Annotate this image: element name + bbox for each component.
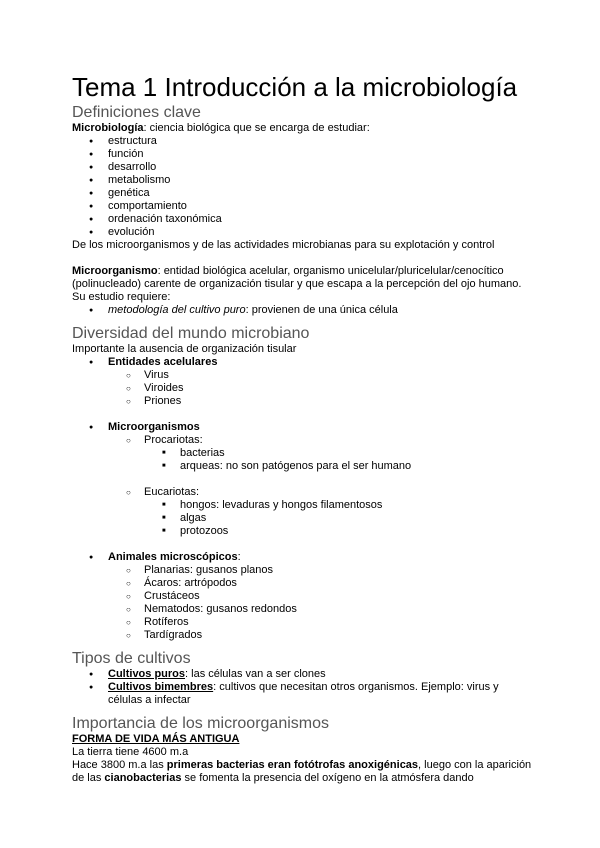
animales-colon: : [237, 551, 241, 563]
acelulares-sublist [72, 369, 532, 408]
list-item-animales [72, 551, 532, 642]
diversidad-list [72, 356, 532, 408]
list-item: ● genética [72, 187, 532, 200]
heading-definiciones: Definiciones clave [72, 104, 201, 121]
text-fragment: Hace 3800 m.a las [72, 759, 167, 771]
list-item: ● ordenación taxonómica [72, 213, 532, 226]
microorganismos-list [72, 421, 532, 538]
study-requirement: Su estudio requiere: [72, 291, 171, 303]
list-item-puros [72, 668, 532, 681]
acelulares-label: Entidades acelulares [108, 356, 218, 368]
microorganismos-label: Microorganismos [108, 421, 200, 433]
list-item [72, 304, 532, 317]
list-item: ● comportamiento [72, 200, 532, 213]
list-item-bimembres [72, 681, 532, 707]
procariotas-items [72, 447, 532, 473]
microbiologia-term: Microbiología [72, 122, 144, 134]
list-item: ○ Virus [72, 369, 532, 382]
method-list [72, 304, 532, 317]
list-item: ● desarrollo [72, 161, 532, 174]
puros-text: : las células van a ser clones [185, 668, 326, 680]
list-item-microorganismos [72, 421, 532, 538]
list-item: ● metabolismo [72, 174, 532, 187]
microbiologia-list [72, 135, 532, 239]
cultivos-list [72, 668, 532, 707]
list-item: ■ hongos: levaduras y hongos filamentosos [72, 499, 532, 512]
list-item: ○ Ácaros: artrópodos [72, 577, 532, 590]
list-item: ○ Crustáceos [72, 590, 532, 603]
forma-vida-heading: FORMA DE VIDA MÁS ANTIGUA [72, 733, 240, 745]
heading-diversidad: Diversidad del mundo microbiano [72, 325, 310, 342]
heading-cultivos: Tipos de cultivos [72, 650, 191, 667]
list-item: ● estructura [72, 135, 532, 148]
diversidad-intro: Importante la ausencia de organización tisular [72, 343, 297, 355]
list-item: ■ algas [72, 512, 532, 525]
list-item: ■ protozoos [72, 525, 532, 538]
page-title: Tema 1 Introducción a la microbiología [72, 72, 518, 102]
microbiologia-text: : ciencia biológica que se encarga de estudiar: [143, 122, 370, 134]
list-item: ○ Tardígrados [72, 629, 532, 642]
list-item: ■ bacterias [72, 447, 532, 460]
eucariotas-sublist [72, 486, 532, 499]
list-item: ○ Viroides [72, 382, 532, 395]
microbiologia-after: De los microorganismos y de las actividades microbianas para su explotación y control [72, 239, 495, 251]
eucariotas-items [72, 499, 532, 538]
text-fragment: , luego con la aparición de las [72, 759, 532, 784]
microorganismo-term: Microorganismo [72, 265, 158, 277]
animales-label: Animales microscópicos [108, 551, 238, 563]
list-item: ○ Priones [72, 395, 532, 408]
tierra-line: La tierra tiene 4600 m.a [72, 746, 189, 758]
microbiologia-definition [72, 122, 532, 135]
list-item: ● evolución [72, 226, 532, 239]
bimembres-term: Cultivos bimembres [108, 681, 214, 693]
heading-importancia: Importancia de los microorganismos [72, 715, 329, 732]
puros-term: Cultivos puros [108, 668, 186, 680]
list-item: ○ Rotíferos [72, 616, 532, 629]
list-item: ● función [72, 148, 532, 161]
text-fragment: se fomenta la presencia del oxígeno en la atmósfera dando [181, 772, 474, 784]
list-item-acelulares [72, 356, 532, 408]
bacterias-paragraph [72, 759, 532, 785]
microorganismo-definition [72, 265, 532, 291]
method-text: : provienen de una única célula [245, 304, 398, 316]
bimembres-text: : cultivos que necesitan otros organismos. Ejemplo: virus y células a infectar [108, 681, 499, 706]
animales-sublist [72, 564, 532, 642]
bold-fragment: cianobacterias [104, 772, 182, 784]
list-item: ■ arqueas: no son patógenos para el ser humano [72, 460, 532, 473]
list-item: ○ Planarias: gusanos planos [72, 564, 532, 577]
bold-fragment: primeras bacterias eran fotótrofas anoxigénicas [166, 759, 419, 771]
microorganismo-text: : entidad biológica acelular, organismo unicelular/pluricelular/cenocítico (polinucleado) carente de organización tisular y que escapa a la percepción del ojo humano. [72, 265, 522, 290]
procariotas-label: ○ Procariotas: [72, 434, 532, 447]
animales-list [72, 551, 532, 642]
list-item: ○ Nematodos: gusanos redondos [72, 603, 532, 616]
method-term: metodología del cultivo puro [108, 304, 246, 316]
document-page [72, 72, 532, 785]
eucariotas-label: ○ Eucariotas: [72, 486, 532, 499]
procariotas-sublist [72, 434, 532, 447]
